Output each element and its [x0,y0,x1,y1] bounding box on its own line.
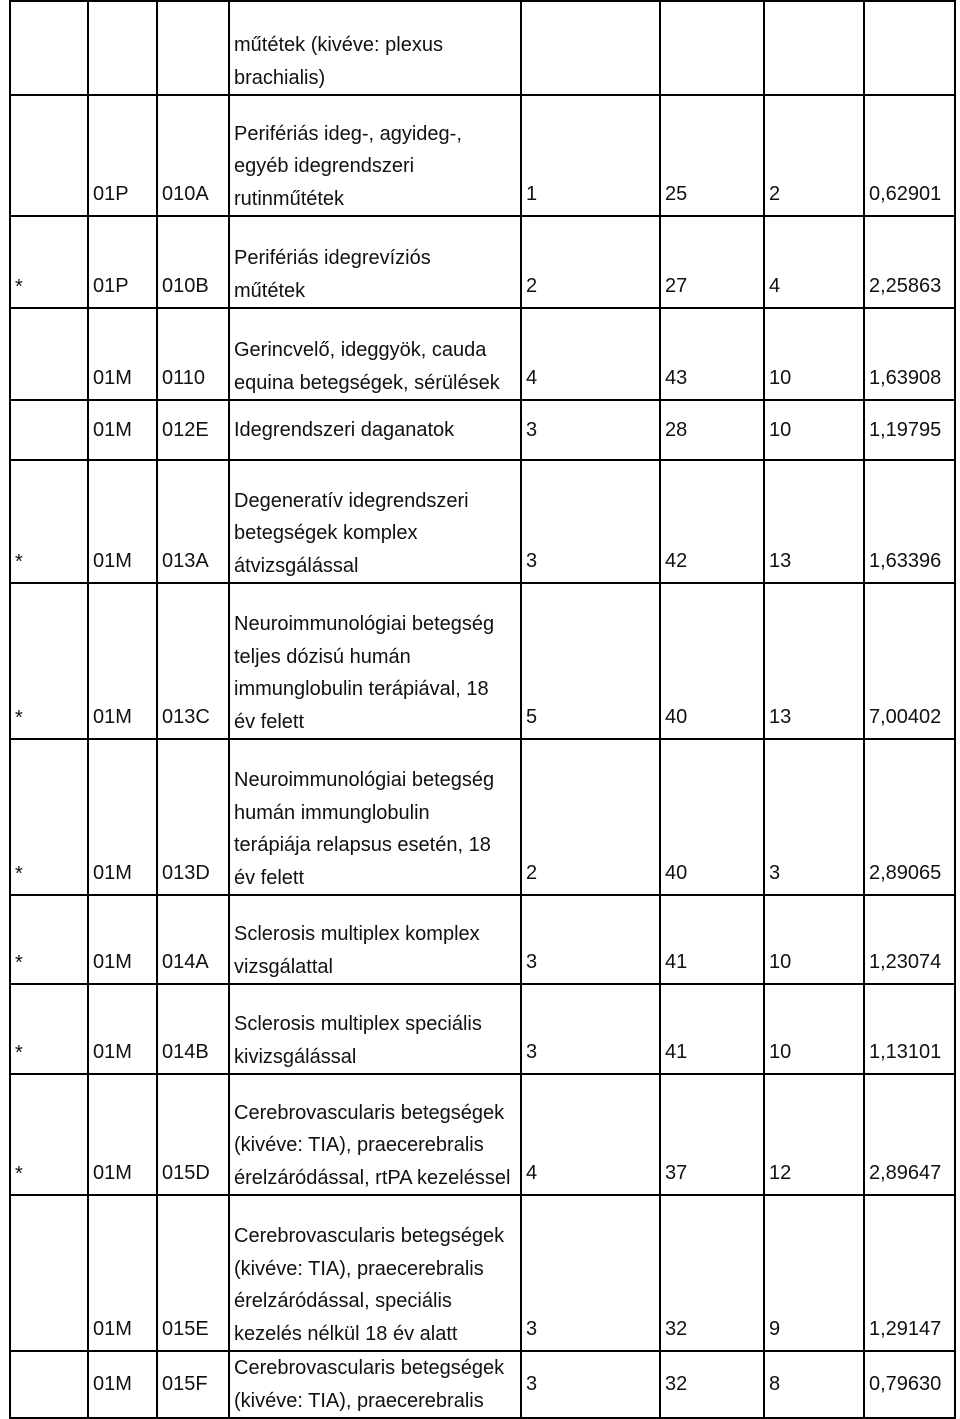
table-row [10,1351,955,1418]
table-row [10,1195,955,1351]
mdc-code: 01M [88,1351,157,1418]
value-col-1: 2 [521,216,660,308]
description-line: vizsgálattal [234,955,333,978]
description-line: (kivéve: TIA), praecerebralis [234,1257,484,1280]
description-line: Cerebrovascularis betegségek [234,1101,505,1124]
star-marker [10,1,88,95]
description-line: rutinműtétek [234,187,345,210]
description-line: terápiája relapsus esetén, 18 [234,834,491,856]
weight-value: 7,00402 [864,583,955,739]
value-col-2: 27 [660,216,764,308]
description-line: érelzáródással, rtPA kezeléssel [234,1166,511,1189]
description-line: equina betegségek, sérülések [234,371,500,394]
table-row [10,95,955,216]
value-col-2: 32 [660,1195,764,1351]
drg-description [229,460,521,583]
description-line: immunglobulin terápiával, 18 [234,678,489,700]
description-line: kezelés nélkül 18 év alatt [234,1322,458,1345]
value-col-3: 10 [764,400,864,460]
mdc-code: 01M [88,583,157,739]
drg-description [229,1195,521,1351]
star-marker [10,95,88,216]
value-col-3: 3 [764,739,864,895]
drg-code: 010A [157,95,229,216]
description-line: Sclerosis multiplex komplex [234,923,480,945]
drg-code: 013A [157,460,229,583]
description-line: brachialis) [234,66,326,89]
weight-value: 1,19795 [864,400,955,460]
weight-value: 1,23074 [864,895,955,984]
drg-description [229,583,521,739]
value-col-1: 3 [521,1195,660,1351]
table-row [10,216,955,308]
description-line: Sclerosis multiplex speciális [234,1013,482,1035]
value-col-3: 9 [764,1195,864,1351]
mdc-code: 01M [88,739,157,895]
star-marker [10,1351,88,1418]
value-col-1: 2 [521,739,660,895]
table-row [10,460,955,583]
weight-value: 0,62901 [864,95,955,216]
mdc-code: 01M [88,308,157,400]
drg-code: 015F [157,1351,229,1418]
drg-table [9,0,956,1419]
table-row [10,1074,955,1195]
description-line: érelzáródással, speciális [234,1290,452,1312]
weight-value: 1,63396 [864,460,955,583]
drg-description [229,984,521,1074]
value-col-1: 3 [521,460,660,583]
description-line: Degeneratív idegrendszeri [234,489,469,512]
description-line: Cerebrovascularis betegségek [234,1225,505,1247]
star-marker: * [10,583,88,739]
description-line: kivizsgálással [234,1045,357,1068]
star-marker: * [10,216,88,308]
description-line: műtétek (kivéve: plexus [234,34,443,56]
mdc-code [88,1,157,95]
drg-code [157,1,229,95]
description-line: Perifériás ideg-, agyideg-, [234,122,462,145]
description-line: műtétek [234,279,306,302]
value-col-2: 37 [660,1074,764,1195]
table-row [10,895,955,984]
value-col-3: 2 [764,95,864,216]
description-line: év felett [234,710,305,733]
drg-code: 015D [157,1074,229,1195]
description-line: egyéb idegrendszeri [234,155,415,177]
mdc-code: 01M [88,460,157,583]
value-col-1: 4 [521,1074,660,1195]
star-marker: * [10,1074,88,1195]
value-col-3: 8 [764,1351,864,1418]
value-col-1: 3 [521,400,660,460]
table-row [10,984,955,1074]
description-line: betegségek komplex [234,522,418,544]
star-marker: * [10,460,88,583]
drg-description [229,1,521,95]
weight-value: 2,25863 [864,216,955,308]
star-marker: * [10,984,88,1074]
value-col-2: 32 [660,1351,764,1418]
drg-description [229,1351,521,1418]
star-marker: * [10,895,88,984]
drg-code: 0110 [157,308,229,400]
table-row [10,400,955,460]
description-line: Gerincvelő, ideggyök, cauda [234,339,487,361]
value-col-3 [764,1,864,95]
weight-value: 2,89647 [864,1074,955,1195]
description-line: humán immunglobulin [234,801,430,824]
value-col-2: 42 [660,460,764,583]
value-col-1: 3 [521,1351,660,1418]
drg-description [229,895,521,984]
description-line: Idegrendszeri daganatok [234,418,455,441]
weight-value: 1,29147 [864,1195,955,1351]
drg-code: 014B [157,984,229,1074]
value-col-2: 41 [660,984,764,1074]
weight-value: 2,89065 [864,739,955,895]
description-line: teljes dózisú humán [234,645,411,668]
mdc-code: 01M [88,400,157,460]
description-line: átvizsgálással [234,554,359,577]
drg-code: 010B [157,216,229,308]
star-marker [10,308,88,400]
drg-description [229,95,521,216]
drg-code: 015E [157,1195,229,1351]
value-col-2 [660,1,764,95]
drg-code: 012E [157,400,229,460]
drg-description [229,739,521,895]
table-row [10,583,955,739]
drg-code: 013C [157,583,229,739]
value-col-1: 1 [521,95,660,216]
table-row [10,1,955,95]
mdc-code: 01M [88,1195,157,1351]
weight-value: 0,79630 [864,1351,955,1418]
description-line: (kivéve: TIA), praecerebralis [234,1389,484,1412]
mdc-code: 01P [88,216,157,308]
table-row [10,739,955,895]
mdc-code: 01M [88,895,157,984]
drg-description [229,308,521,400]
value-col-1: 5 [521,583,660,739]
value-col-1 [521,1,660,95]
value-col-3: 10 [764,308,864,400]
weight-value [864,1,955,95]
drg-table-body [10,1,955,1418]
value-col-3: 10 [764,895,864,984]
drg-code: 013D [157,739,229,895]
value-col-2: 41 [660,895,764,984]
star-marker: * [10,739,88,895]
weight-value: 1,63908 [864,308,955,400]
value-col-3: 10 [764,984,864,1074]
drg-description [229,1074,521,1195]
value-col-2: 28 [660,400,764,460]
description-line: év felett [234,866,305,889]
description-line: (kivéve: TIA), praecerebralis [234,1134,484,1156]
value-col-3: 13 [764,583,864,739]
table-row [10,308,955,400]
mdc-code: 01M [88,984,157,1074]
description-line: Neuroimmunológiai betegség [234,769,495,791]
mdc-code: 01P [88,95,157,216]
description-line: Cerebrovascularis betegségek [234,1357,505,1379]
description-line: Perifériás idegrevíziós [234,247,431,269]
value-col-2: 40 [660,739,764,895]
value-col-2: 40 [660,583,764,739]
star-marker [10,400,88,460]
value-col-1: 3 [521,984,660,1074]
value-col-3: 13 [764,460,864,583]
weight-value: 1,13101 [864,984,955,1074]
value-col-2: 43 [660,308,764,400]
drg-description [229,400,521,460]
drg-code: 014A [157,895,229,984]
star-marker [10,1195,88,1351]
value-col-2: 25 [660,95,764,216]
drg-description [229,216,521,308]
value-col-3: 12 [764,1074,864,1195]
value-col-3: 4 [764,216,864,308]
value-col-1: 3 [521,895,660,984]
description-line: Neuroimmunológiai betegség [234,613,495,635]
value-col-1: 4 [521,308,660,400]
mdc-code: 01M [88,1074,157,1195]
